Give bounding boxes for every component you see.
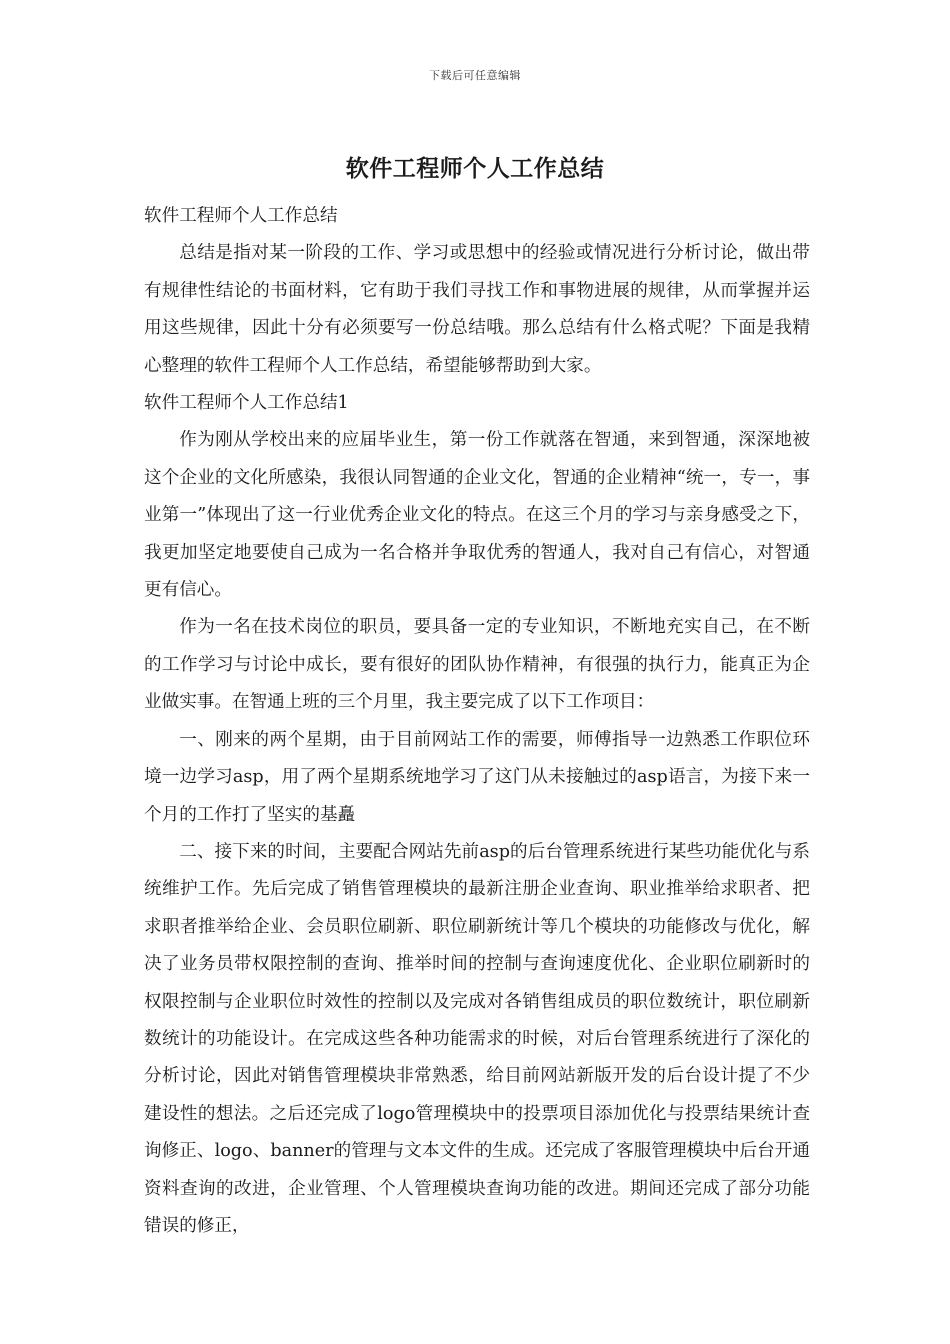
work-item-two-paragraph: 二、接下来的时间，主要配合网站先前asp的后台管理系统进行某些功能优化与系统维护工作。先后完成了销售管理模块的最新注册企业查询、职业推举给求职者、把求职者推举给企业、会员职位刷新、职位刷新统计等几个模块的功能修改与优化，解决了业务员带权限控制的查询、推举时间的控制与查询速度优化、企业职位刷新时的权限控制与企业职位时效性的控制以及完成对各销售组成员的职位数统计，职位刷新数统计的功能设计。在完成这些各种功能需求的时候，对后台管理系统进行了深化的分析讨论，因此对销售管理模块非常熟悉，给目前网站新版开发的后台设计提了不少建设性的想法。之后还完成了logo管理模块中的投票项目添加优化与投票结果统计查询修正、logo、banner的管理与文本文件的生成。还完成了客服管理模块中后台开通资料查询的改进，企业管理、个人管理模块查询功能的改进。期间还完成了部分功能错误的修正， <box>144 841 810 1236</box>
body-paragraph: 作为一名在技术岗位的职员，要具备一定的专业知识，不断地充实自己，在不断的工作学习与讨论中成长，要有很好的团队协作精神，有很强的执行力，能真正为企业做实事。在智通上班的三个月里，我主要完成了以下工作项目： <box>144 617 810 713</box>
header-note: 下载后可任意编辑 <box>429 69 521 82</box>
section-heading: 软件工程师个人工作总结1 <box>144 393 349 414</box>
body-paragraph: 作为刚从学校出来的应届毕业生，第一份工作就落在智通，来到智通，深深地被这个企业的文化所感染，我很认同智通的企业文化，智通的企业精神“统一，专一，事业第一”体现出了这一行业优秀企业文化的特点。在这三个月的学习与亲身感受之下，我更加坚定地要使自己成为一名合格并争取优秀的智通人，我对自己有信心，对智通更有信心。 <box>144 430 810 601</box>
intro-paragraph: 总结是指对某一阶段的工作、学习或思想中的经验或情况进行分析讨论，做出带有规律性结论的书面材料，它有助于我们寻找工作和事物进展的规律，从而掌握并运用这些规律，因此十分有必须要写一份总结哦。那么总结有什么格式呢？下面是我精心整理的软件工程师个人工作总结，希望能够帮助到大家。 <box>144 243 810 376</box>
document-body <box>144 198 810 1245</box>
subtitle-paragraph: 软件工程师个人工作总结 <box>144 206 338 226</box>
work-item-one-paragraph: 一、刚来的两个星期，由于目前网站工作的需要，师傅指导一边熟悉工作职位环境一边学习asp，用了两个星期系统地学习了这门从未接触过的asp语言，为接下来一个月的工作打了坚实的基矗 <box>144 729 810 825</box>
document-title: 软件工程师个人工作总结 <box>345 155 605 182</box>
